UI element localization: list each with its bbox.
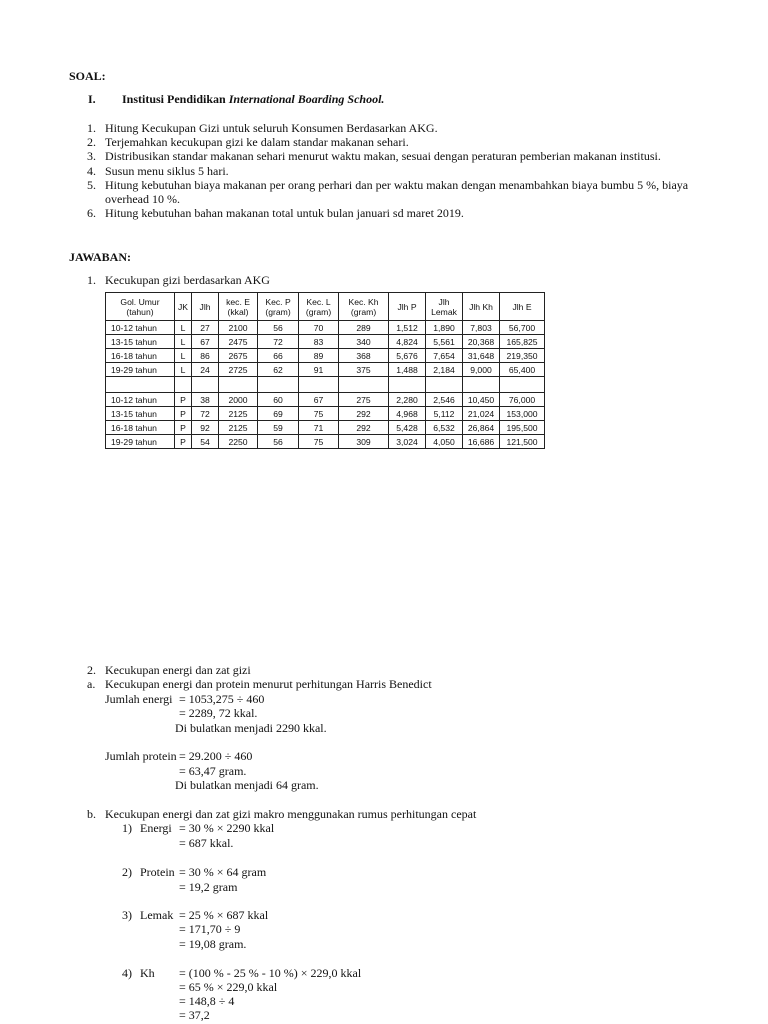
table-cell: 86 <box>192 349 219 363</box>
table-cell: 10-12 tahun <box>106 321 175 335</box>
sub-label: a. <box>87 677 96 691</box>
answer-title: Kecukupan gizi berdasarkan AKG <box>105 273 270 287</box>
table-cell <box>258 377 299 393</box>
table-cell: L <box>175 321 192 335</box>
header-line: Kec. Kh <box>348 296 379 307</box>
table-spacer-row <box>106 377 545 393</box>
table-cell: P <box>175 421 192 435</box>
table-cell: 153,000 <box>500 407 545 421</box>
soal-heading: SOAL: <box>69 69 106 83</box>
table-cell: 5,112 <box>426 407 463 421</box>
equation: = 2289, 72 kkal. <box>179 706 258 720</box>
equation: = 30 % × 64 gram <box>179 865 267 879</box>
header-line: Jlh <box>199 301 211 312</box>
calc-number: 3) <box>122 908 132 922</box>
table-cell: 7,654 <box>426 349 463 363</box>
equation: = 37,2 <box>179 1008 210 1022</box>
table-cell: 4,824 <box>389 335 426 349</box>
table-cell: 75 <box>299 407 339 421</box>
table-cell <box>192 377 219 393</box>
table-cell: P <box>175 407 192 421</box>
sub-title: Kecukupan energi dan protein menurut perhitungan Harris Benedict <box>105 677 432 691</box>
question-number: 3. <box>87 149 96 163</box>
table-cell: 5,561 <box>426 335 463 349</box>
table-row <box>106 421 545 435</box>
gap-row-group <box>106 377 545 393</box>
table-cell <box>389 377 426 393</box>
calc-label: Kh <box>140 966 155 980</box>
table-row <box>106 435 545 449</box>
question-text: Susun menu siklus 5 hari. <box>105 164 229 178</box>
table-cell: 89 <box>299 349 339 363</box>
equation: = 25 % × 687 kkal <box>179 908 269 922</box>
table-cell: 9,000 <box>463 363 500 377</box>
equation: = 19,08 gram. <box>179 937 247 951</box>
sub-label: b. <box>87 807 96 821</box>
table-cell: 76,000 <box>500 393 545 407</box>
header-line: JK <box>178 301 189 312</box>
calc-number: 1) <box>122 821 132 835</box>
table-cell: P <box>175 435 192 449</box>
table-cell: 59 <box>258 421 299 435</box>
calc-number: 2) <box>122 865 132 879</box>
table-cell: 2675 <box>219 349 258 363</box>
header-line: Jlh P <box>397 301 417 312</box>
table-cell: 6,532 <box>426 421 463 435</box>
header-line: Lemak <box>431 306 457 317</box>
jawaban-heading: JAWABAN: <box>69 250 132 264</box>
question-text: Hitung kebutuhan bahan makanan total untuk bulan januari sd maret 2019. <box>105 206 464 220</box>
table-cell <box>426 377 463 393</box>
table-cell: 70 <box>299 321 339 335</box>
table-row <box>106 321 545 335</box>
calc-label: Lemak <box>140 908 174 922</box>
table-cell: 19-29 tahun <box>106 435 175 449</box>
table-cell: 16-18 tahun <box>106 421 175 435</box>
table-cell: 5,428 <box>389 421 426 435</box>
table-row <box>106 363 545 377</box>
table-cell: P <box>175 393 192 407</box>
table-cell: 26,864 <box>463 421 500 435</box>
table-cell: L <box>175 335 192 349</box>
akg-table <box>105 292 545 449</box>
equation: = 29.200 ÷ 460 <box>179 749 253 763</box>
table-cell: 289 <box>339 321 389 335</box>
question-text: Terjemahkan kecukupan gizi ke dalam standar makanan sehari. <box>105 135 409 149</box>
table-cell: 2250 <box>219 435 258 449</box>
calc-label: Energi <box>140 821 172 835</box>
table-cell: 69 <box>258 407 299 421</box>
table-row <box>106 393 545 407</box>
table-header-row <box>106 293 545 321</box>
header-line: Jlh <box>438 296 450 307</box>
equation: = 148,8 ÷ 4 <box>179 994 235 1008</box>
table-cell <box>299 377 339 393</box>
table-row <box>106 349 545 363</box>
table-cell: 4,050 <box>426 435 463 449</box>
table-cell: 10-12 tahun <box>106 393 175 407</box>
table-cell: 71 <box>299 421 339 435</box>
calc-label: Protein <box>140 865 175 879</box>
table-cell <box>106 377 175 393</box>
table-cell: 56 <box>258 321 299 335</box>
female-rows <box>106 393 545 449</box>
table-cell: 65,400 <box>500 363 545 377</box>
table-cell: 2,184 <box>426 363 463 377</box>
energi-label: Jumlah energi <box>105 692 173 706</box>
equation: = 687 kkal. <box>179 836 234 850</box>
table-cell: 2,546 <box>426 393 463 407</box>
col-header-kec-p <box>258 293 299 321</box>
table-cell: 5,676 <box>389 349 426 363</box>
col-header-kec-kh <box>339 293 389 321</box>
header-line: (gram) <box>305 306 332 317</box>
table-cell: 75 <box>299 435 339 449</box>
equation: = 30 % × 2290 kkal <box>179 821 275 835</box>
header-line: Kec. P <box>265 296 291 307</box>
question-text: Hitung Kecukupan Gizi untuk seluruh Konsumen Berdasarkan AKG. <box>105 121 438 135</box>
section-title <box>122 92 384 106</box>
table-cell: 83 <box>299 335 339 349</box>
rounding-note: Di bulatkan menjadi 2290 kkal. <box>175 721 327 735</box>
table-cell: 1,890 <box>426 321 463 335</box>
table-cell: 292 <box>339 407 389 421</box>
table-cell: 2725 <box>219 363 258 377</box>
table-cell: 2125 <box>219 407 258 421</box>
table-cell: 10,450 <box>463 393 500 407</box>
col-header-gol-umur <box>106 293 175 321</box>
question-text-continued: overhead 10 %. <box>105 192 180 206</box>
table-cell: 368 <box>339 349 389 363</box>
table-cell: 1,512 <box>389 321 426 335</box>
table-cell <box>219 377 258 393</box>
col-header-kec-e <box>219 293 258 321</box>
table-cell: 3,024 <box>389 435 426 449</box>
table-cell: 19-29 tahun <box>106 363 175 377</box>
table-cell: 2,280 <box>389 393 426 407</box>
table-cell: 7,803 <box>463 321 500 335</box>
question-text: Distribusikan standar makanan sehari menurut waktu makan, sesuai dengan peraturan pemberian makanan institusi. <box>105 149 661 163</box>
equation: = 1053,275 ÷ 460 <box>179 692 265 706</box>
sub-title: Kecukupan energi dan zat gizi makro menggunakan rumus perhitungan cepat <box>105 807 477 821</box>
table-cell: 1,488 <box>389 363 426 377</box>
table-cell <box>339 377 389 393</box>
table-cell <box>175 377 192 393</box>
table-cell: 16,686 <box>463 435 500 449</box>
col-header-jlh-kh <box>463 293 500 321</box>
table-cell: 62 <box>258 363 299 377</box>
table-cell: 13-15 tahun <box>106 407 175 421</box>
table-cell: 4,968 <box>389 407 426 421</box>
table-row <box>106 335 545 349</box>
question-text: Hitung kebutuhan biaya makanan per orang perhari dan per waktu makan dengan menambahkan biaya bumbu 5 %, biaya <box>105 178 689 192</box>
table-cell: 121,500 <box>500 435 545 449</box>
table-cell: 375 <box>339 363 389 377</box>
header-line: kec. E <box>226 296 250 307</box>
calc-number: 4) <box>122 966 132 980</box>
table-cell: 13-15 tahun <box>106 335 175 349</box>
table-cell: 16-18 tahun <box>106 349 175 363</box>
equation: = 171,70 ÷ 9 <box>179 922 241 936</box>
table-cell: 67 <box>299 393 339 407</box>
header-line: (gram) <box>265 306 291 317</box>
table-cell: 56,700 <box>500 321 545 335</box>
table-cell: 21,024 <box>463 407 500 421</box>
question-number: 6. <box>87 206 96 220</box>
answer-number: 2. <box>87 663 96 677</box>
col-header-jlh-e <box>500 293 545 321</box>
table-cell: 165,825 <box>500 335 545 349</box>
table-cell: 292 <box>339 421 389 435</box>
table-cell: 340 <box>339 335 389 349</box>
male-rows <box>106 321 545 377</box>
table-cell: 2475 <box>219 335 258 349</box>
table-cell: 92 <box>192 421 219 435</box>
table-cell: 2100 <box>219 321 258 335</box>
col-header-jlh <box>192 293 219 321</box>
table-cell: 219,350 <box>500 349 545 363</box>
table-cell: 38 <box>192 393 219 407</box>
answer-number: 1. <box>87 273 96 287</box>
header-line: Kec. L <box>306 296 331 307</box>
question-number: 4. <box>87 164 96 178</box>
section-title-prefix: Institusi Pendidikan <box>122 92 229 106</box>
table-cell: 2125 <box>219 421 258 435</box>
table-row <box>106 407 545 421</box>
header-line: Jlh Kh <box>469 301 493 312</box>
table-cell: 2000 <box>219 393 258 407</box>
table-cell: L <box>175 349 192 363</box>
question-number: 1. <box>87 121 96 135</box>
header-line: Gol. Umur <box>120 296 160 307</box>
answer-title: Kecukupan energi dan zat gizi <box>105 663 251 677</box>
table-cell: 60 <box>258 393 299 407</box>
col-header-jlh-lemak <box>426 293 463 321</box>
table-cell: 54 <box>192 435 219 449</box>
section-title-italic: International Boarding School. <box>228 92 385 106</box>
equation: = (100 % - 25 % - 10 %) × 229,0 kkal <box>179 966 362 980</box>
header-line: Jlh E <box>512 301 532 312</box>
table-cell: 309 <box>339 435 389 449</box>
section-number: I. <box>88 92 96 106</box>
protein-label: Jumlah protein <box>105 749 177 763</box>
table-cell: 275 <box>339 393 389 407</box>
header-line: (tahun) <box>126 306 154 317</box>
table-cell: 72 <box>258 335 299 349</box>
col-header-kec-l <box>299 293 339 321</box>
table-cell: 195,500 <box>500 421 545 435</box>
table-cell: 72 <box>192 407 219 421</box>
table-cell: 56 <box>258 435 299 449</box>
question-number: 2. <box>87 135 96 149</box>
table-cell: 24 <box>192 363 219 377</box>
equation: = 63,47 gram. <box>179 764 247 778</box>
table-cell: 91 <box>299 363 339 377</box>
table-cell <box>463 377 500 393</box>
table-cell: 27 <box>192 321 219 335</box>
rounding-note: Di bulatkan menjadi 64 gram. <box>175 778 319 792</box>
col-header-jk <box>175 293 192 321</box>
table-cell: 66 <box>258 349 299 363</box>
col-header-jlh-p <box>389 293 426 321</box>
table-cell: L <box>175 363 192 377</box>
table-cell: 20,368 <box>463 335 500 349</box>
question-number: 5. <box>87 178 96 192</box>
table-cell <box>500 377 545 393</box>
header-line: (kkal) <box>227 306 249 317</box>
table-cell: 67 <box>192 335 219 349</box>
table-cell: 31,648 <box>463 349 500 363</box>
header-line: (gram) <box>350 306 377 317</box>
equation: = 65 % × 229,0 kkal <box>179 980 278 994</box>
equation: = 19,2 gram <box>179 880 238 894</box>
